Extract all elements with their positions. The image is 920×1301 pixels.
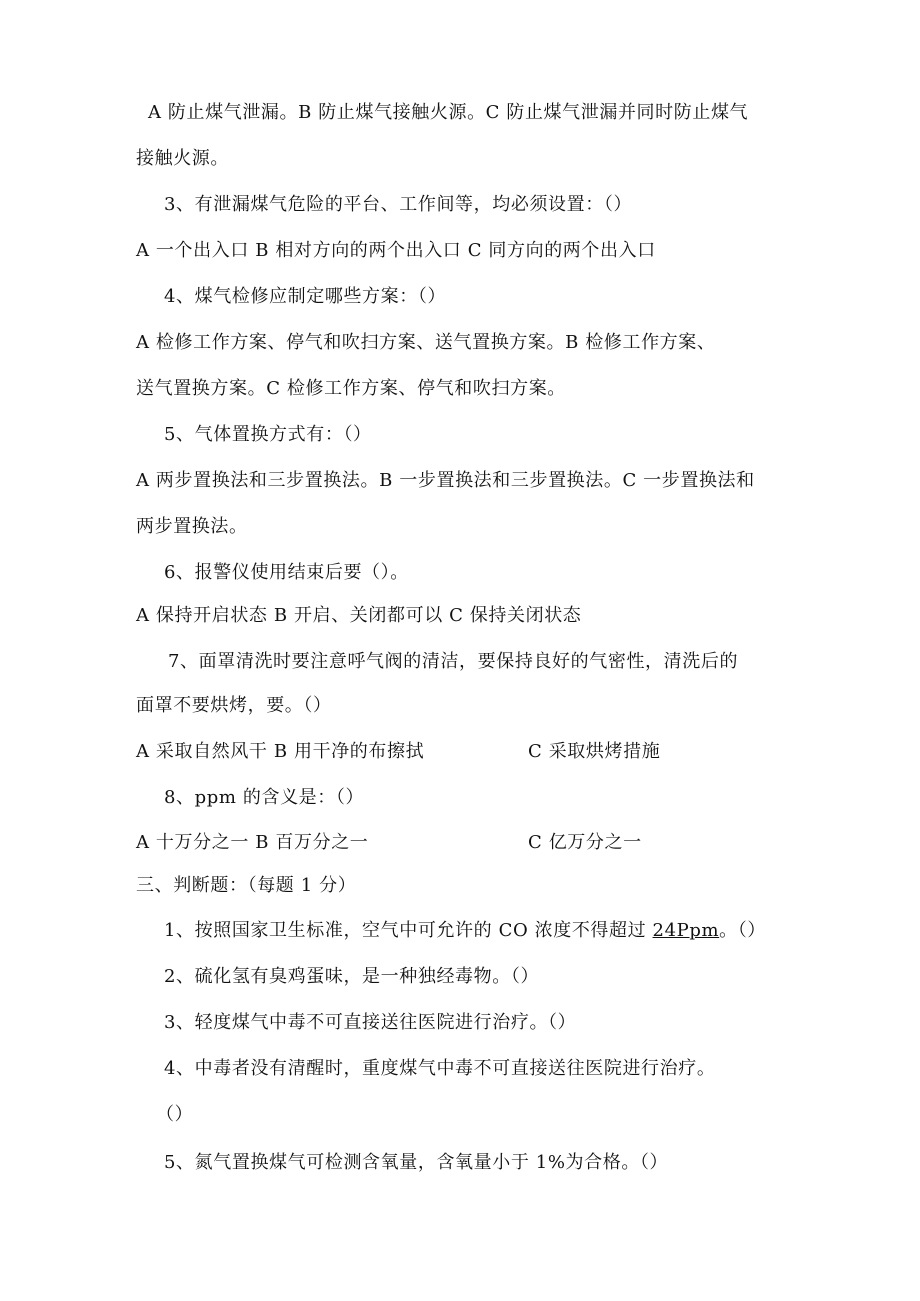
q2-options-line1: A 防止煤气泄漏。B 防止煤气接触火源。C 防止煤气泄漏并同时防止煤气 [148,102,749,123]
judge-2: 2、硫化氢有臭鸡蛋味，是一种独经毒物。（） [164,966,540,987]
judge-1 [164,919,766,943]
q7-question-line2: 面罩不要烘烤，要。（） [136,695,332,716]
q5-options-line2: 两步置换法。 [136,516,248,537]
q4-options-line1: A 检修工作方案、停气和吹扫方案、送气置换方案。B 检修工作方案、 [136,332,716,353]
judge-1-underlined-value: 24Ppm [652,920,720,941]
q7-options-ab: A 采取自然风干 B 用干净的布擦拭 [136,741,425,762]
q6-question: 6、报警仪使用结束后要（）。 [164,562,409,583]
judge-1-text: 1、按照国家卫生标准，空气中可允许的 CO 浓度不得超过 [164,920,653,941]
section3-heading: 三、判断题：（每题 1 分） [136,875,357,896]
q3-question: 3、有泄漏煤气危险的平台、工作间等，均必须设置：（） [164,194,633,215]
q8-options-ab: A 十万分之一 B 百万分之一 [136,832,369,853]
judge-4-line2: （） [156,1104,194,1125]
judge-1-tail: 。（） [719,920,766,941]
q8-option-c: C 亿万分之一 [528,832,642,853]
q6-options: A 保持开启状态 B 开启、关闭都可以 C 保持关闭状态 [136,605,582,626]
q5-question: 5、气体置换方式有：（） [164,424,372,445]
judge-3: 3、轻度煤气中毒不可直接送往医院进行治疗。（） [164,1012,577,1033]
judge-5: 5、氮气置换煤气可检测含氧量，含氧量小于 1%为合格。（） [164,1152,669,1173]
q3-options: A 一个出入口 B 相对方向的两个出入口 C 同方向的两个出入口 [136,240,656,261]
q5-options-line1: A 两步置换法和三步置换法。B 一步置换法和三步置换法。C 一步置换法和 [136,470,755,491]
q7-option-c: C 采取烘烤措施 [528,741,661,762]
judge-4-line1: 4、中毒者没有清醒时，重度煤气中毒不可直接送往医院进行治疗。 [164,1058,716,1079]
q4-options-line2: 送气置换方案。C 检修工作方案、停气和吹扫方案。 [136,378,566,399]
q8-question: 8、ppm 的含义是：（） [164,787,365,808]
q4-question: 4、煤气检修应制定哪些方案：（） [164,286,447,307]
q2-options-line2: 接触火源。 [136,148,229,169]
q7-question-line1: 7、面罩清洗时要注意呼气阀的清洁，要保持良好的气密性，清洗后的 [168,651,739,672]
